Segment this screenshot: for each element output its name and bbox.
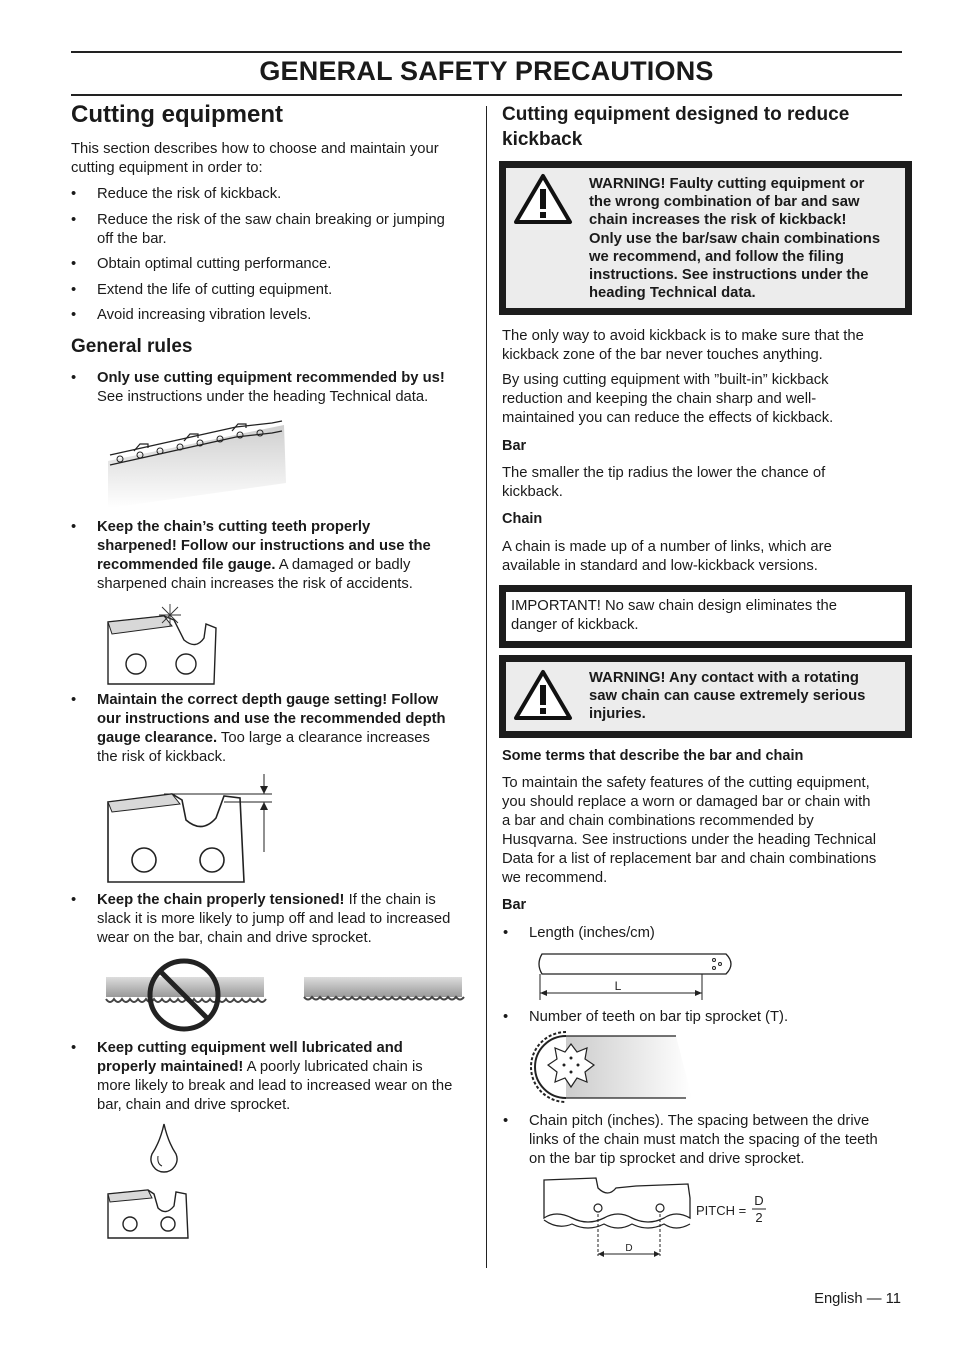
list-item: • Reduce the risk of the saw chain breaking or jumping off the bar. <box>71 212 445 247</box>
list-item: • Reduce the risk of kickback. <box>71 186 282 202</box>
column-divider <box>486 106 487 1268</box>
oil-drop-icon <box>146 1122 182 1174</box>
list-item: • Obtain optimal cutting performance. <box>71 256 332 272</box>
lubricated-link-illustration <box>104 1184 194 1242</box>
general-rules-heading: General rules <box>71 336 193 357</box>
rule-item: • Keep the chain’s cutting teeth properly sharpened! Follow our instructions and use the recommended file gauge. A damaged or badly sharpened chain increases the risk of accidents. <box>71 519 431 592</box>
warning-text: WARNING! Faulty cutting equipment or the wrong combination of bar and saw chain increases the risk of kickback! Only use the bar/saw chain combinations we recommend, and follow the filing instructions. See instructions under the heading Technical data. <box>589 176 881 302</box>
warning-text: WARNING! Any contact with a rotating saw chain can cause extremely serious injuries. <box>589 670 866 723</box>
warning-box <box>499 161 912 315</box>
rule-item: • Only use cutting equipment recommended by us! See instructions under the heading Technical data. <box>71 370 445 405</box>
important-box <box>499 585 912 648</box>
kickback-reduction-paragraph: By using cutting equipment with ”built-in” kickback reduction and keeping the chain sharp and well- maintained you can reduce the effects of kickback. <box>502 372 834 426</box>
chain-on-bar-illustration <box>104 413 289 508</box>
chain-pitch-illustration <box>536 1174 776 1264</box>
list-item: • Extend the life of cutting equipment. <box>71 282 333 298</box>
bar-terms-subheading: Bar <box>502 897 527 913</box>
rule-item: • Keep cutting equipment well lubricated and properly maintained! A poorly lubricated chain is more likely to break and lead to increased wear on the bar, chain and drive sprocket. <box>71 1040 453 1113</box>
title-rule <box>71 94 902 96</box>
chain-subheading: Chain <box>502 511 543 527</box>
section-heading: Cutting equipment <box>71 101 283 128</box>
bar-paragraph: The smaller the tip radius the lower the chance of kickback. <box>502 465 826 500</box>
bar-tip-sprocket-illustration <box>536 1032 696 1102</box>
list-item: • Number of teeth on bar tip sprocket (T). <box>503 1009 789 1025</box>
sharpened-tooth-illustration <box>104 600 224 690</box>
intro-paragraph: This section describes how to choose and maintain your cutting equipment in order to: <box>71 141 439 176</box>
rule-item: • Maintain the correct depth gauge setting! Follow our instructions and use the recommended depth gauge clearance. Too large a clearance increases the risk of kickback. <box>71 692 446 765</box>
bar-subheading: Bar <box>502 438 527 454</box>
important-text: IMPORTANT! No saw chain design eliminates the danger of kickback. <box>511 598 837 633</box>
pitch-denominator: 2 <box>755 1210 763 1225</box>
list-item: • Length (inches/cm) <box>503 925 655 941</box>
depth-gauge-illustration <box>104 772 279 890</box>
bar-length-illustration <box>536 948 741 1002</box>
terms-paragraph: To maintain the safety features of the cutting equipment, you should replace a worn or damaged bar or chain with a bar and chain combinations recommended by Husqvarna. See instructions under the heading Technical Data for a list of replacement bar and chain combinations we recommend. <box>502 775 877 886</box>
chain-paragraph: A chain is made up of a number of links, which are available in standard and low-kickback versions. <box>502 539 832 574</box>
warning-box <box>499 655 912 738</box>
rule-item: • Keep the chain properly tensioned! If the chain is slack it is more likely to jump off and lead to increased wear on the bar, chain and drive sprocket. <box>71 892 451 946</box>
pitch-dimension-label: D <box>625 1243 633 1254</box>
length-symbol: L <box>614 979 622 993</box>
list-item: • Chain pitch (inches). The spacing between the drive links of the chain must match the spacing of the teeth on the bar tip sprocket and drive sprocket. <box>503 1113 878 1167</box>
pitch-formula-label: PITCH = <box>696 1203 747 1218</box>
terms-heading: Some terms that describe the bar and chain <box>502 748 804 764</box>
top-rule <box>71 51 902 53</box>
right-heading: Cutting equipment designed to reduce kickback <box>502 104 850 150</box>
page-title: GENERAL SAFETY PRECAUTIONS <box>259 56 714 86</box>
chain-tension-illustration <box>104 955 466 1035</box>
warning-triangle-icon <box>513 669 573 721</box>
pitch-numerator: D <box>754 1193 764 1208</box>
list-item: • Avoid increasing vibration levels. <box>71 307 312 323</box>
warning-triangle-icon <box>513 173 573 225</box>
page-number: English — 11 <box>814 1291 901 1307</box>
kickback-paragraph: The only way to avoid kickback is to make sure that the kickback zone of the bar never touches anything. <box>502 328 864 363</box>
